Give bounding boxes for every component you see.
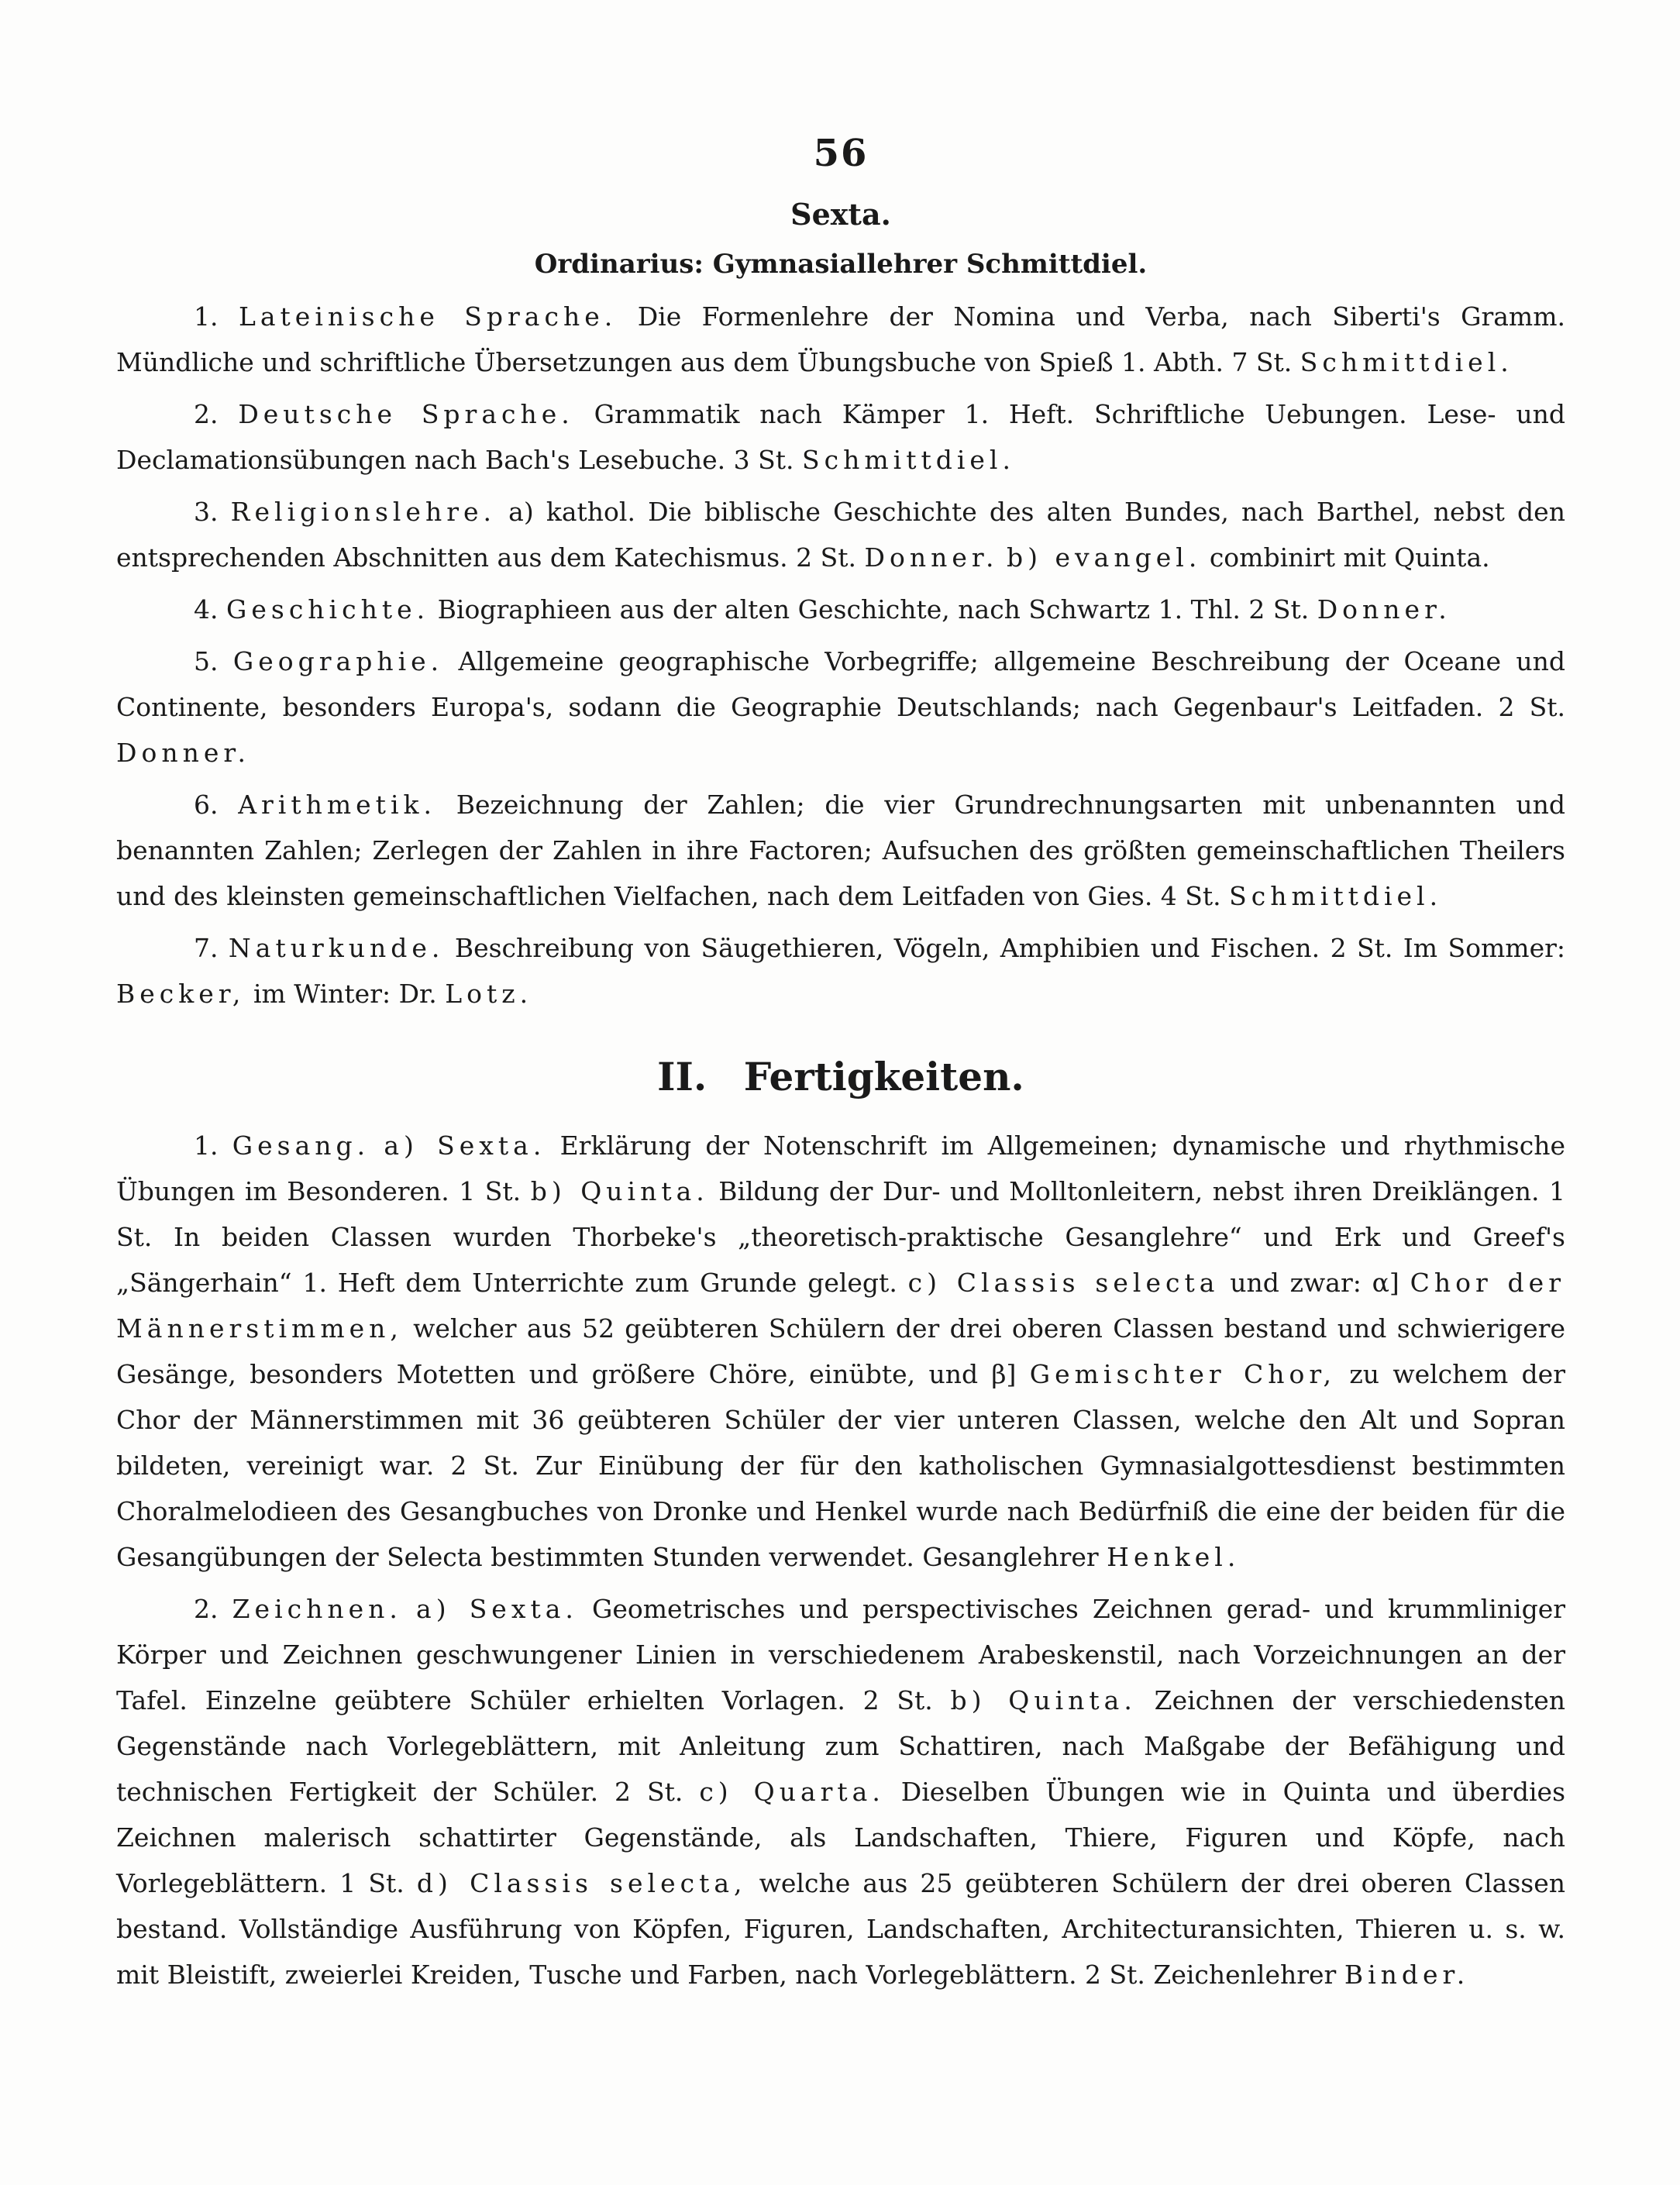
subject-name: Geschichte. [226,594,430,625]
choir-label-men: Chor der Männerstimmen, [116,1268,1565,1344]
teacher-name-2: Lotz. [445,979,533,1009]
subject-paragraph-arithmetic [116,782,1565,919]
subject-paragraph-natural-science [116,925,1565,1017]
choir-text-men: welcher aus 52 geübteren Schülern der drei oberen Classen bestand und schwierigere Gesänge, besonders Motetten und größere Chöre, einübte, und β] [116,1313,1565,1389]
item-number: 2. [194,399,219,429]
class-text-sexta: Geometrisches und perspectivisches Zeichnen gerad- und krummliniger Körper und Zeichnen geschwungener Linien in verschiedenem Arabeskenstil, nach Vorzeichnungen an der Tafel. Einzelne geübtere Schüler erhielten Vorlagen. 2 St. [116,1594,1565,1715]
class-label-quinta: b) Quinta. [950,1685,1137,1715]
class-label-quinta: b) Quinta. [530,1176,709,1206]
subject-name: Deutsche Sprache. [238,399,574,429]
subject-paragraph-latin [116,294,1565,385]
class-text-selecta: und zwar: α] [1230,1268,1399,1298]
item-number: 6. [194,790,219,820]
item-number: 1. [194,301,219,332]
skill-paragraph-drawing [116,1586,1565,1997]
subject-text: Bezeichnung der Zahlen; die vier Grundrechnungsarten mit unbenannten und benannten Zahlen; Zerlegen der Zahlen in ihre Factoren; Aufsuchen des größten gemeinschaftlichen Theilers und des kleinsten gemeinschaftlichen Vielfachen, nach dem Leitfaden von Gies. 4 St. [116,790,1565,911]
subject-text-tail: combinirt mit Quinta. [1209,542,1490,573]
item-number: 3. [194,497,219,527]
item-number: 5. [194,646,219,676]
class-text-quarta: Dieselben Übungen wie in Quinta und überdies Zeichnen malerisch schattirter Gegenstände, als Landschaften, Thiere, Figuren und Köpfe, nach Vorlegeblättern. 1 St. [116,1777,1566,1898]
item-number: 7. [194,933,219,963]
part-title: Fertigkeiten. [743,1054,1024,1099]
teacher-name: Schmittdiel. [802,445,1015,475]
subject-text: Biographieen aus der alten Geschichte, nach Schwartz 1. Thl. 2 St. [437,594,1310,625]
subject-name: Gesang. [232,1130,370,1161]
class-label-selecta: d) Classis selecta, [416,1868,747,1898]
class-text-quinta: Zeichnen der verschiedensten Gegenstände nach Vorlegeblättern, mit Anleitung zum Schattiren, nach Maßgabe der Befähigung und technischen Fertigkeit der Schüler. 2 St. [116,1685,1565,1807]
part-heading [116,1054,1565,1099]
class-label-sexta: a) Sexta. [384,1130,546,1161]
subject-text: Die Formenlehre der Nomina und Verba, nach Siberti's Gramm. Mündliche und schriftliche Übersetzungen aus dem Übungsbuche von Spieß 1. Abth. 7 St. [116,301,1566,377]
subject-name: Religionslehre. [230,497,497,527]
teacher-name: Donner. [864,542,999,573]
item-number: 4. [194,594,219,625]
subject-paragraph-geography [116,638,1565,776]
page-content [116,132,1565,2004]
teacher-name: Schmittdiel. [1229,881,1443,911]
choir-label-mixed: Gemischter Chor, [1029,1359,1337,1389]
skill-paragraph-singing [116,1123,1565,1580]
class-label-quarta: c) Quarta. [699,1777,885,1807]
subject-text: Grammatik nach Kämper 1. Heft. Schriftliche Uebungen. Lese- und Declamationsübungen nach Bach's Lesebuche. 3 St. [116,399,1565,475]
subject-name: Arithmetik. [238,790,436,820]
class-label-sexta: a) Sexta. [416,1594,578,1624]
teacher-name: Binder. [1344,1960,1470,1990]
class-label-selecta: c) Classis selecta [907,1268,1220,1298]
teacher-name: Schmittdiel. [1300,347,1513,377]
teacher-name: Donner. [116,738,251,768]
ordinarius-line: Ordinarius: Gymnasiallehrer Schmittdiel. [534,249,1148,280]
subject-text: Allgemeine geographische Vorbegriffe; allgemeine Beschreibung der Oceane und Continente, besonders Europa's, sodann die Geographie Deutschlands; nach Gegenbaur's Leitfaden. 2 St. [116,646,1565,722]
subject-paragraph-history [116,587,1565,632]
subject-name: Lateinische Sprache. [238,301,618,332]
part-roman-numeral: II. [657,1054,707,1099]
item-number: 2. [194,1594,219,1624]
class-text-sexta: Erklärung der Notenschrift im Allgemeinen; dynamische und rhythmische Übungen im Besonderen. 1 St. [116,1130,1566,1206]
item-number: 1. [194,1130,219,1161]
subject-paragraph-german [116,391,1565,483]
sub-label: b) evangel. [1007,542,1202,573]
teacher-name: Becker, [116,979,246,1009]
class-text-quinta: Bildung der Dur- und Molltonleitern, nebst ihren Dreiklängen. 1 St. In beiden Classen wurden Thorbeke's „theoretisch-praktische Gesanglehre“ und Erk und Greef's „Sängerhain“ 1. Heft dem Unterrichte zum Grunde gelegt. [116,1176,1566,1298]
class-text-selecta: welche aus 25 geübteren Schülern der drei oberen Classen bestand. Vollständige Ausführung von Köpfen, Figuren, Landschaften, Architecturansichten, Thieren u. s. w. mit Bleistift, zweierlei Kreiden, Tusche und Farben, nach Vorlegeblättern. 2 St. Zeichenlehrer [116,1868,1565,1990]
choir-text-mixed: zu welchem der Chor der Männerstimmen mit 36 geübteren Schüler der vier unteren Classen, welche den Alt und Sopran bildeten, vereinigt war. 2 St. Zur Einübung der für den katholischen Gymnasialgottesdienst bestimmten Choralmelodieen des Gesangbuches von Dronke und Henkel wurde nach Bedürfniß die eine der beiden für die Gesangübungen der Selecta bestimmten Stunden verwendet. Gesanglehrer [116,1359,1565,1572]
teacher-name: Donner. [1317,594,1451,625]
subject-name: Zeichnen. [232,1594,402,1624]
subject-text: a) kathol. Die biblische Geschichte des alten Bundes, nach Barthel, nebst den entsprechenden Abschnitten aus dem Katechismus. 2 St. [116,497,1565,573]
subject-paragraph-religion [116,489,1565,580]
section-title: Sexta. [790,197,891,232]
page-number: 56 [813,132,869,175]
subject-text: Beschreibung von Säugethieren, Vögeln, Amphibien und Fischen. 2 St. Im Sommer: [454,933,1565,963]
subject-name: Geographie. [232,646,444,676]
teacher-name: Henkel. [1107,1542,1241,1572]
subject-text-tail: im Winter: Dr. [253,979,437,1009]
subject-name: Naturkunde. [228,933,445,963]
